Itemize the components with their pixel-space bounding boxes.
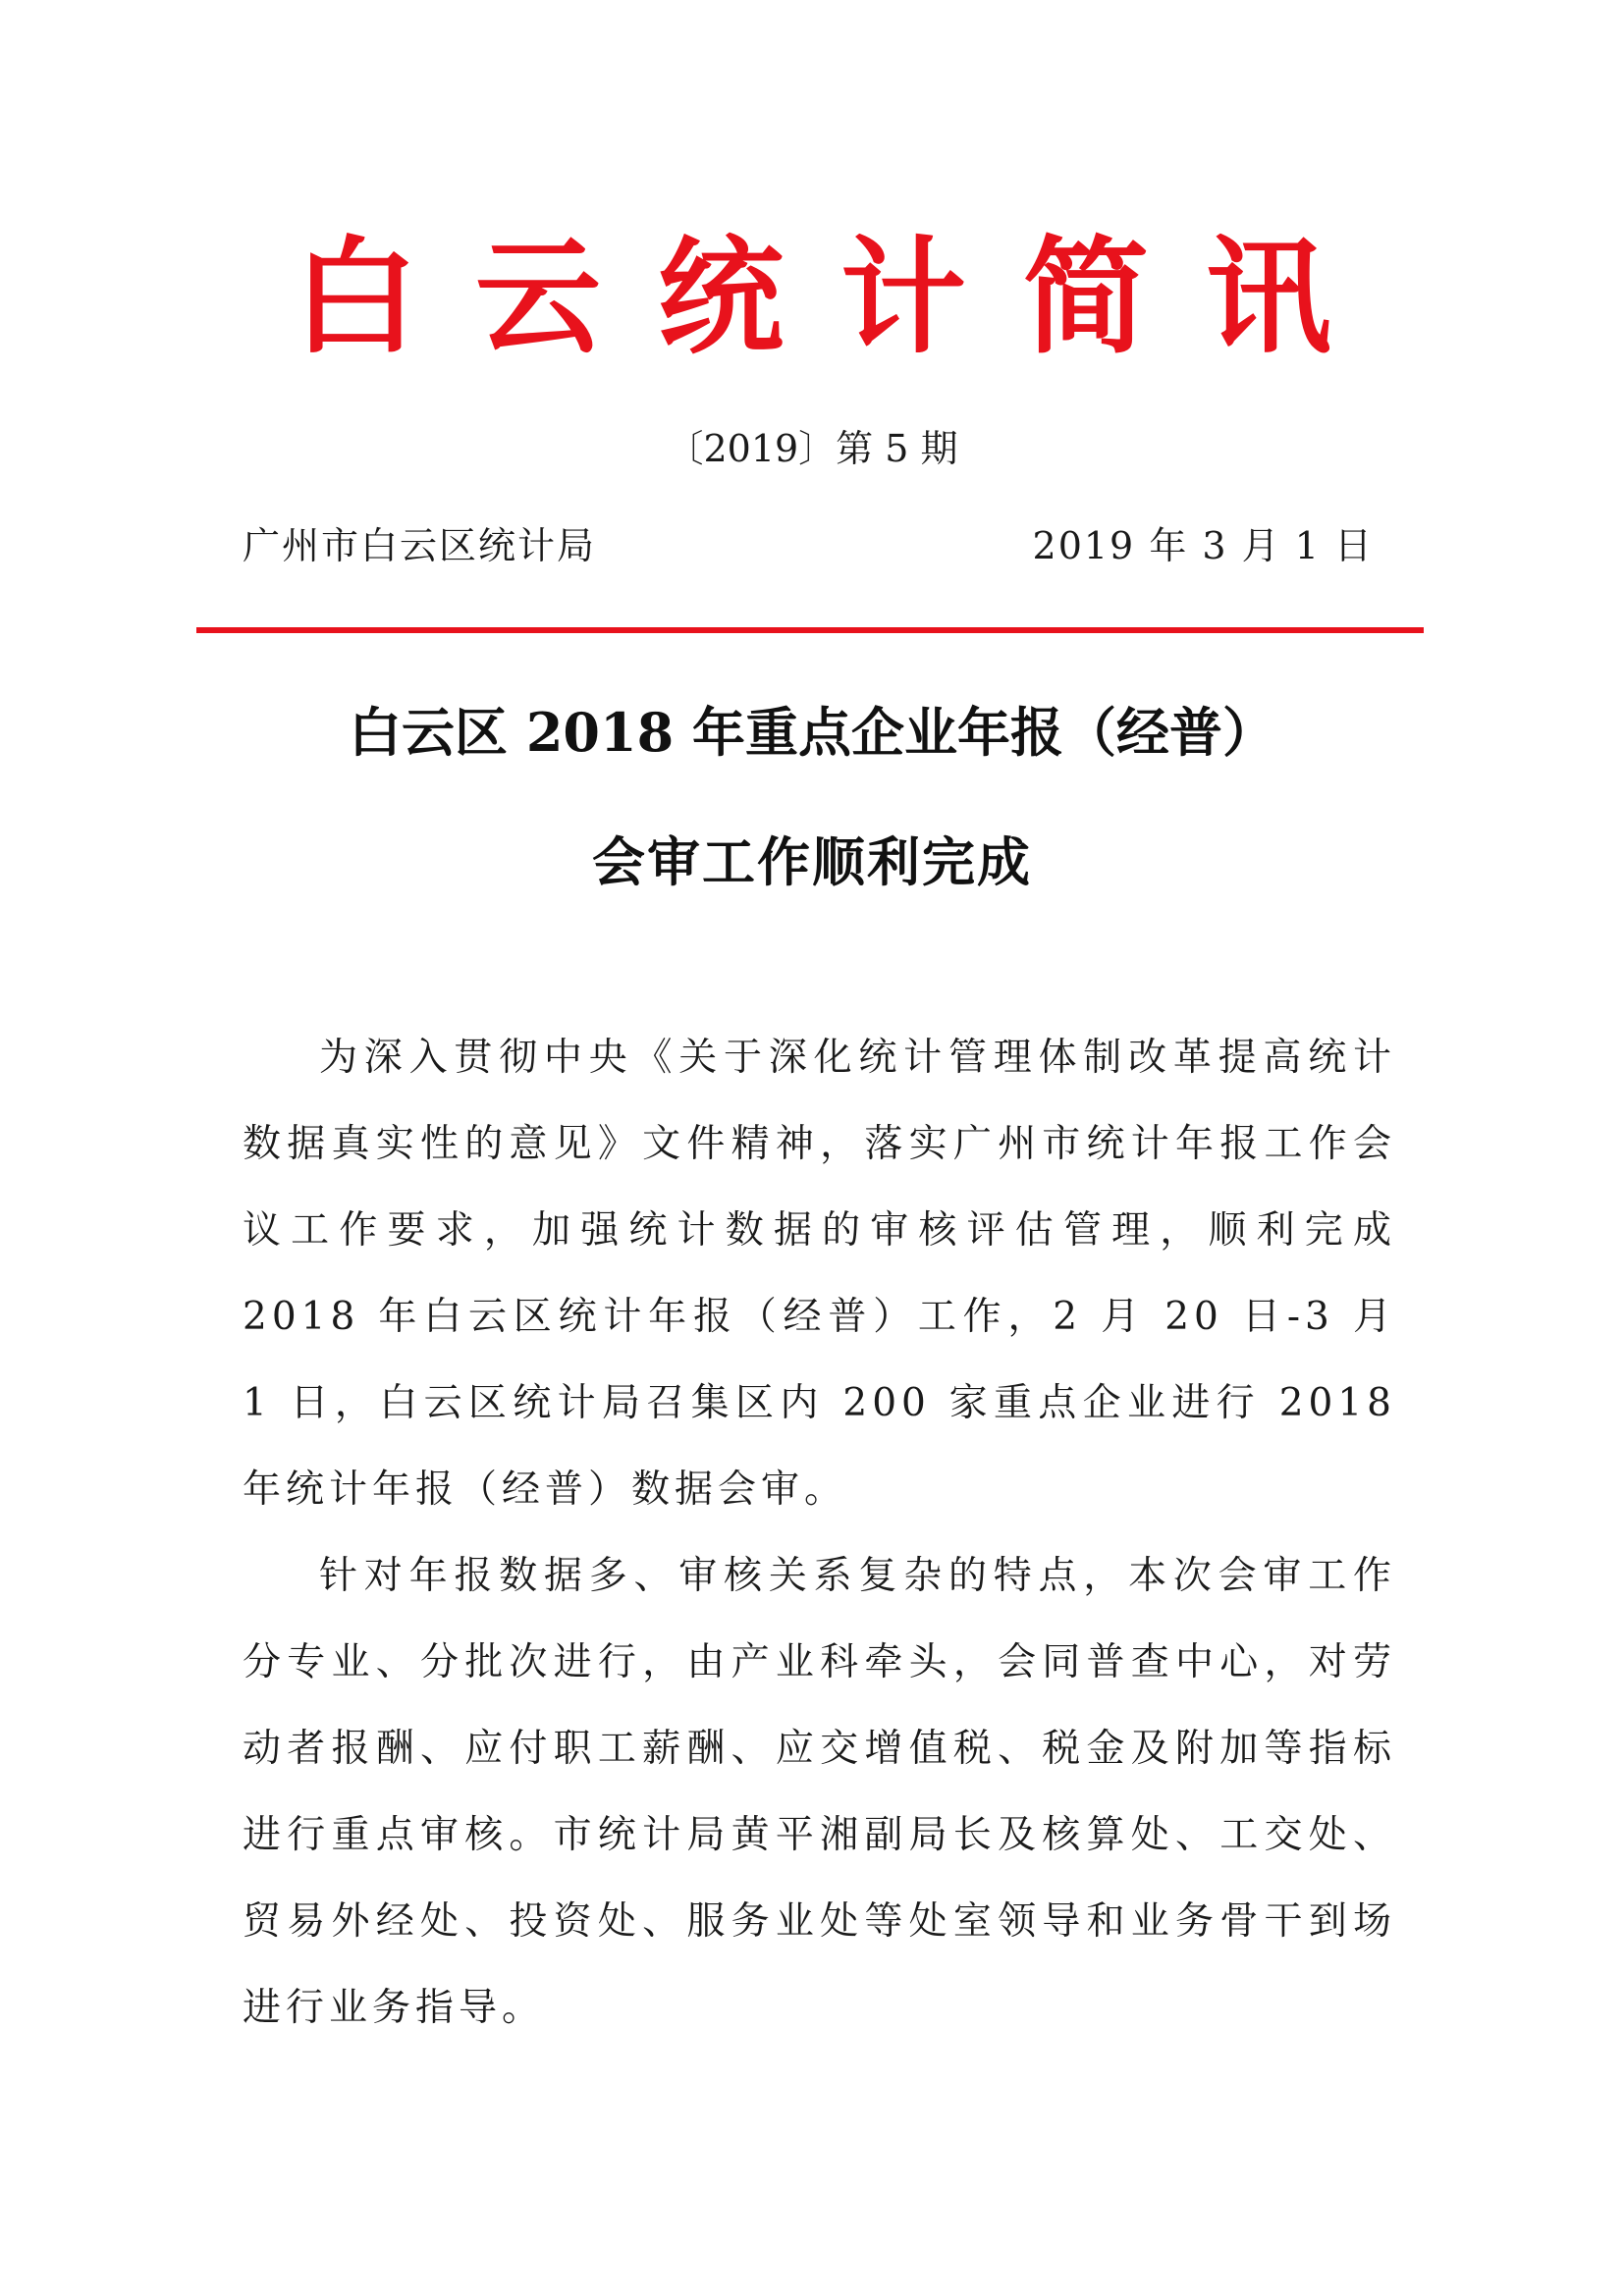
article-paragraph-2: 针对年报数据多、审核关系复杂的特点，本次会审工作分专业、分批次进行，由产业科牵头，会同普查中心，对劳动者报酬、应付职工薪酬、应交增值税、税金及附加等指标进行重点审核。市统计局黄平湘副局长及核算处、工交处、贸易外经处、投资处、服务业处等处室领导和业务骨干到场进行业务指导。	[243, 1554, 1396, 2030]
red-divider	[196, 627, 1424, 633]
article-title-line-2: 会审工作顺利完成	[592, 830, 1032, 893]
publisher-name: 广州市白云区统计局	[243, 523, 597, 567]
publish-date: 2019 年 3 月 1 日	[1032, 523, 1374, 567]
article-title-line-1: 白云区 2018 年重点企业年报（经普）	[349, 701, 1275, 764]
issue-number: 〔2019〕第 5 期	[666, 427, 958, 470]
masthead-title: 白云统计简讯	[292, 224, 1388, 371]
publisher-date-row	[243, 514, 1374, 569]
article-paragraph-1: 为深入贯彻中央《关于深化统计管理体制改革提高统计数据真实性的意见》文件精神，落实广州市统计年报工作会议工作要求，加强统计数据的审核评估管理，顺利完成 2018 年白云区统计年报（经普）工作，2 月 20 日-3 月 1 日，白云区统计局召集区内 200 家重点企业进行 2018 年统计年报（经普）数据会审。	[243, 1036, 1396, 1512]
